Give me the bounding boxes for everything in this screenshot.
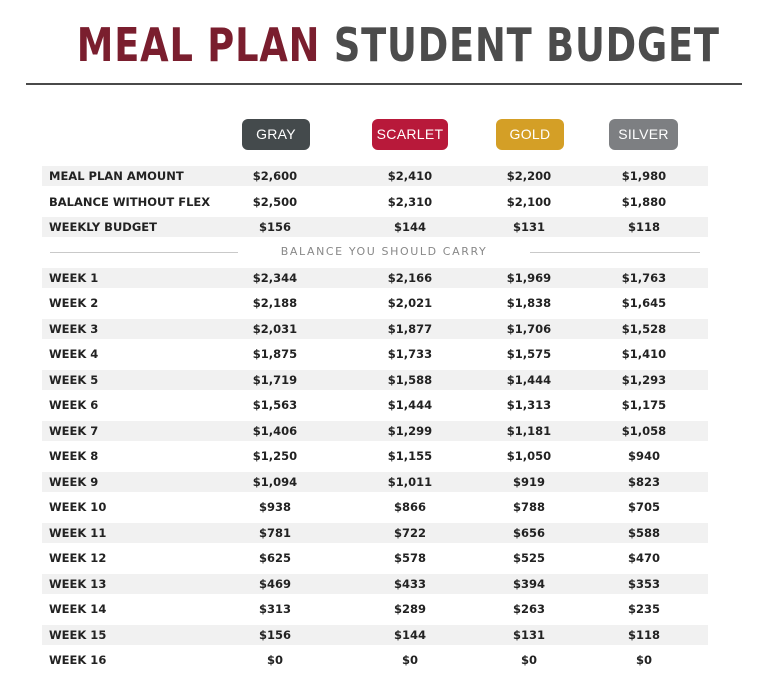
cell-silver: $940 [627,449,660,463]
cell-silver: $1,410 [621,347,667,361]
cell-gold: $1,050 [506,449,552,463]
row-label: WEEK 3 [49,322,99,336]
cell-silver: $1,645 [621,296,667,310]
section-divider-right [530,252,700,253]
table-row-week [42,574,708,594]
cell-scarlet: $2,166 [387,271,433,285]
cell-gray: $1,563 [252,398,298,412]
cell-gold: $919 [512,475,545,489]
plan-header-scarlet: SCARLET [372,119,448,150]
cell-scarlet: $144 [393,628,426,642]
table-row-week [42,395,708,415]
cell-silver: $353 [627,577,660,591]
cell-gray: $1,875 [252,347,298,361]
cell-gray: $1,094 [252,475,298,489]
row-label: WEEK 5 [49,373,99,387]
table-row-week [42,548,708,568]
table-row-balance-without-flex [42,192,708,212]
cell-gold: $1,969 [506,271,552,285]
table-row-week [42,650,708,670]
cell-gold: $1,181 [506,424,552,438]
row-label: WEEK 7 [49,424,99,438]
cell-silver: $118 [627,628,660,642]
title-main-text: STUDENT BUDGET [333,18,720,72]
row-label: WEEK 11 [49,526,107,540]
row-label: WEEK 10 [49,500,107,514]
cell-gray: $469 [258,577,291,591]
cell-gold: $394 [512,577,545,591]
plan-header-silver: SILVER [609,119,678,150]
cell-gold: $2,200 [506,169,552,183]
cell-scarlet: $722 [393,526,426,540]
cell-gray: $1,406 [252,424,298,438]
cell-scarlet: $1,877 [387,322,433,336]
cell-scarlet: $866 [393,500,426,514]
cell-scarlet: $1,155 [387,449,433,463]
cell-gold: $1,838 [506,296,552,310]
cell-gold: $525 [512,551,545,565]
cell-gray: $2,500 [252,195,298,209]
row-label: BALANCE WITHOUT FLEX [49,195,211,209]
cell-gold: $656 [512,526,545,540]
cell-gray: $2,188 [252,296,298,310]
row-label: WEEKLY BUDGET [49,220,157,234]
row-label: WEEK 8 [49,449,99,463]
cell-gold: $788 [512,500,545,514]
table-row-week [42,523,708,543]
cell-gray: $938 [258,500,291,514]
cell-gray: $781 [258,526,291,540]
cell-scarlet: $144 [393,220,426,234]
table-row-week [42,421,708,441]
cell-scarlet: $1,011 [387,475,433,489]
cell-silver: $1,880 [621,195,667,209]
cell-gray: $1,719 [252,373,298,387]
row-label: WEEK 16 [49,653,107,667]
table-row-week [42,344,708,364]
cell-silver: $235 [627,602,660,616]
cell-gold: $1,575 [506,347,552,361]
table-row-week [42,599,708,619]
cell-silver: $1,058 [621,424,667,438]
cell-gold: $1,444 [506,373,552,387]
page-title [76,14,720,76]
cell-gray: $0 [266,653,283,667]
row-label: WEEK 1 [49,271,99,285]
table-row-week [42,293,708,313]
cell-silver: $470 [627,551,660,565]
table-row-week [42,472,708,492]
cell-scarlet: $0 [401,653,418,667]
cell-scarlet: $1,733 [387,347,433,361]
cell-gold: $2,100 [506,195,552,209]
table-row-week [42,497,708,517]
plan-header-gray: GRAY [242,119,310,150]
cell-scarlet: $2,021 [387,296,433,310]
cell-silver: $823 [627,475,660,489]
cell-gold: $131 [512,220,545,234]
cell-silver: $1,293 [621,373,667,387]
cell-silver: $118 [627,220,660,234]
section-heading: BALANCE YOU SHOULD CARRY [280,245,488,258]
cell-gray: $156 [258,628,291,642]
cell-gold: $0 [520,653,537,667]
title-accent-text: MEAL PLAN [76,18,321,72]
row-label: WEEK 6 [49,398,99,412]
cell-gray: $2,031 [252,322,298,336]
table-row-week [42,319,708,339]
cell-silver: $588 [627,526,660,540]
cell-silver: $0 [635,653,652,667]
cell-gray: $2,344 [252,271,298,285]
row-label: WEEK 9 [49,475,99,489]
cell-scarlet: $1,588 [387,373,433,387]
cell-gold: $1,313 [506,398,552,412]
cell-silver: $1,528 [621,322,667,336]
cell-scarlet: $1,444 [387,398,433,412]
table-row-week [42,370,708,390]
table-row-meal-plan-amount [42,166,708,186]
table-row-week [42,625,708,645]
row-label: WEEK 13 [49,577,107,591]
row-label: WEEK 4 [49,347,99,361]
cell-gold: $131 [512,628,545,642]
cell-gray: $1,250 [252,449,298,463]
section-divider-left [50,252,238,253]
cell-silver: $1,980 [621,169,667,183]
cell-scarlet: $289 [393,602,426,616]
row-label: WEEK 2 [49,296,99,310]
cell-scarlet: $2,410 [387,169,433,183]
row-label: MEAL PLAN AMOUNT [49,169,184,183]
cell-scarlet: $1,299 [387,424,433,438]
cell-gray: $313 [258,602,291,616]
row-label: WEEK 12 [49,551,107,565]
cell-gray: $156 [258,220,291,234]
table-row-week [42,268,708,288]
row-label: WEEK 14 [49,602,107,616]
cell-silver: $1,763 [621,271,667,285]
cell-silver: $1,175 [621,398,667,412]
table-row-week [42,446,708,466]
plan-header-gold: GOLD [496,119,564,150]
row-label: WEEK 15 [49,628,107,642]
table-row-weekly-budget [42,217,708,237]
cell-gold: $1,706 [506,322,552,336]
cell-scarlet: $2,310 [387,195,433,209]
cell-scarlet: $433 [393,577,426,591]
cell-scarlet: $578 [393,551,426,565]
cell-gold: $263 [512,602,545,616]
title-divider [26,83,742,85]
cell-gray: $2,600 [252,169,298,183]
cell-gray: $625 [258,551,291,565]
cell-silver: $705 [627,500,660,514]
